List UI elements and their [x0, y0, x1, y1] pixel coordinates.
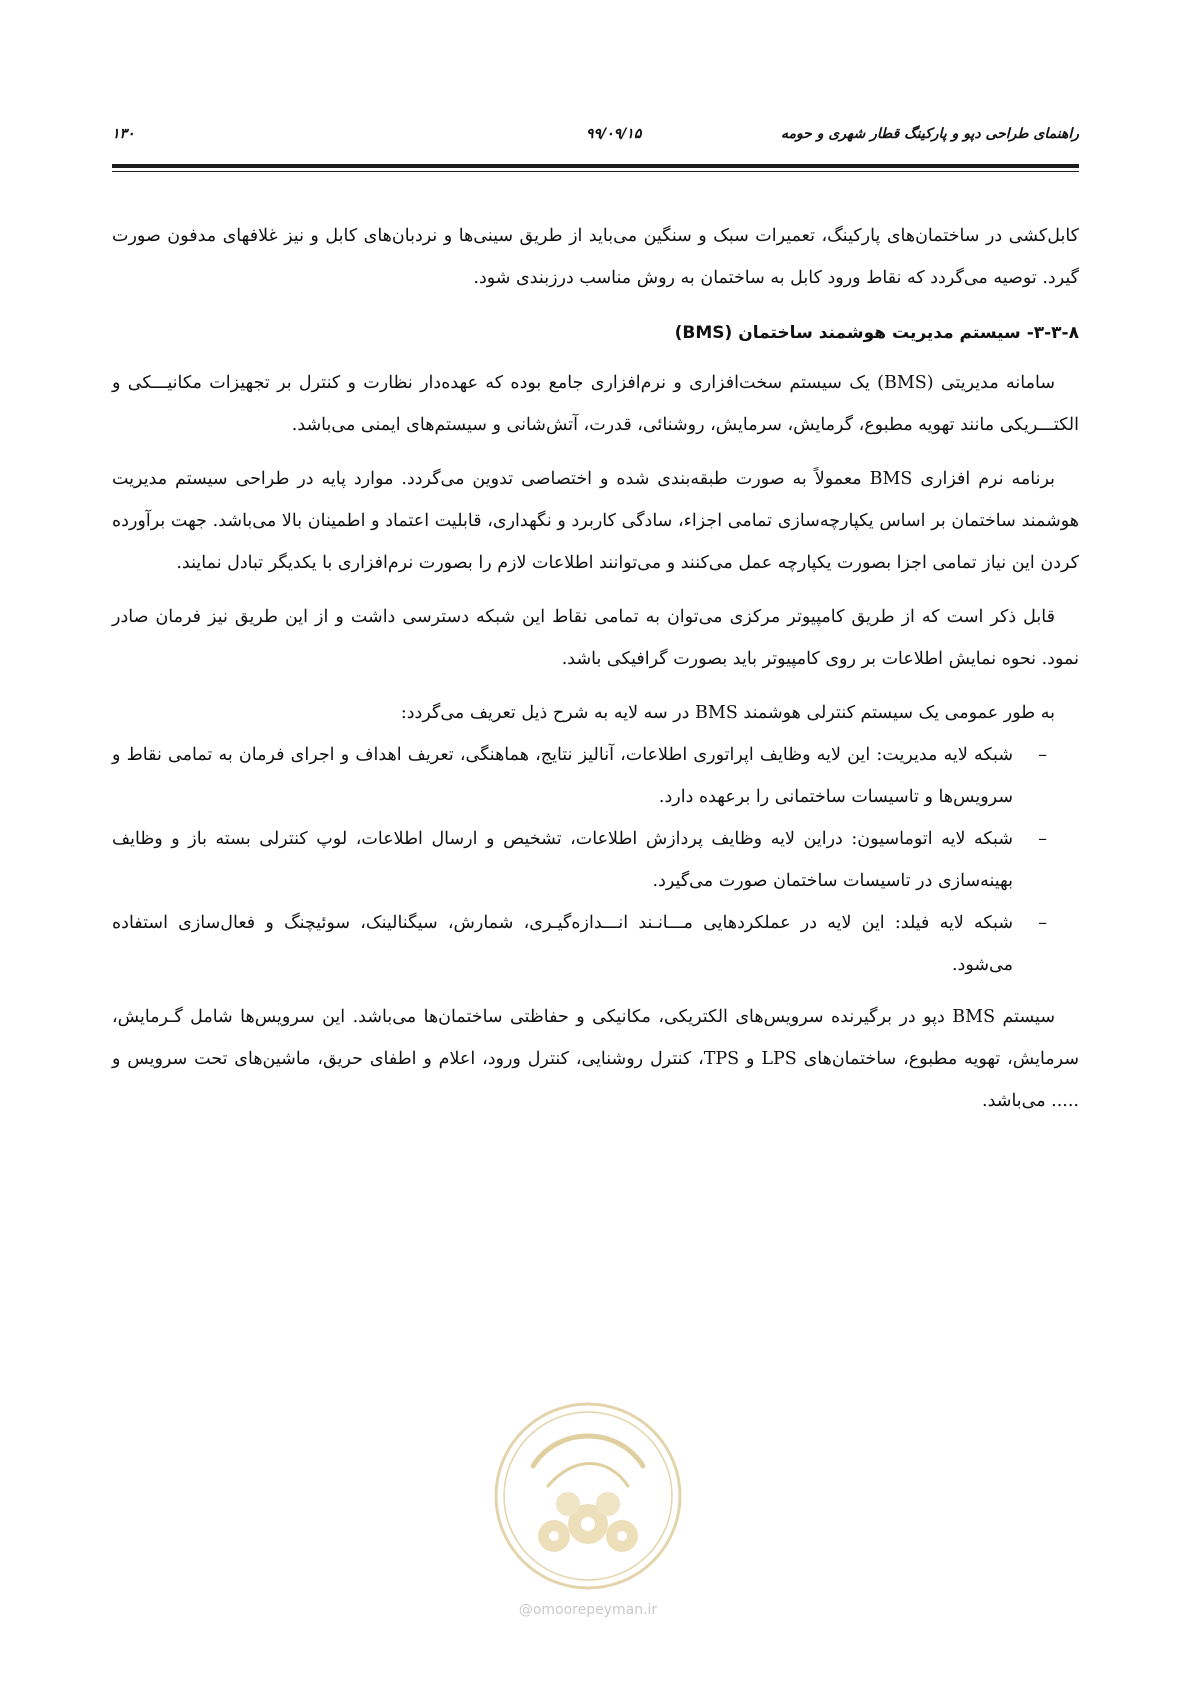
watermark-url: @omoorepeyman.ir	[518, 1602, 658, 1618]
bullet-dash: –	[1038, 829, 1047, 850]
paragraph-bms-definition: سامانه مدیریتی (BMS) یک سیستم سخت‌افزاری و نرم‌افزاری جامع بوده که عهده‌دار نظارت و کنترل بر تجهیزات مکانیـــکی و الکتـــریکی مانند تهویه مطبوع، گرمایش، سرمایش، روشنائی، قدرت، آتش‌شانی و سیستم‌های ایمنی می‌باشد.	[112, 373, 1079, 436]
list-item	[112, 734, 1047, 818]
list-item-text: شبکه لایه اتوماسیون: دراین لایه وظایف پردازش اطلاعات، تشخیص و ارسال اطلاعات، لوپ کنترلی بسته باز و وظایف بهینه‌سازی در تاسیسات ساختمان صورت می‌گیرد.	[112, 829, 1013, 892]
section-heading: ۳-۳-۸- سیستم مدیریت هوشمند ساختمان (BMS)	[674, 323, 1079, 343]
header-rule-thin	[112, 171, 1079, 172]
list-item	[112, 902, 1047, 986]
bullet-dash: –	[1038, 745, 1047, 766]
list-item-text: شبکه لایه فیلد: این لایه در عملکردهایی مـــانـند انـــدازه‌گیـری، شمارش، سیگنالینک، سوئیچنگ و فعال‌سازی استفاده می‌شود.	[112, 913, 1013, 976]
layer-list	[112, 734, 1079, 986]
watermark-logo	[488, 1396, 688, 1596]
page-body	[112, 215, 1079, 1134]
page-number: ۱۳۰	[112, 126, 135, 142]
paragraph-bms-software: برنامه نرم افزاری BMS معمولاً به صورت طبقه‌بندی شده و اختصاصی تدوین می‌گردد. موارد پایه در طراحی سیستم مدیریت هوشمند ساختمان بر اساس یکپارچه‌سازی تمامی اجزاء، سادگی کاربرد و نگهداری، قابلیت اعتماد و اطمینان بالا می‌باشد. جهت برآورده کردن این نیاز تمامی اجزا بصورت یکپارچه عمل می‌کنند و می‌توانند اطلاعات لازم را بصورت نرم‌افزاری با یکدیگر تبادل نمایند.	[112, 469, 1079, 574]
paragraph-depot-services: سیستم BMS دپو در برگیرنده سرویس‌های الکتریکی، مکانیکی و حفاظتی ساختمان‌ها می‌باشد. این سرویس‌ها شامل گـرمایش، سرمایش، تهویه مطبوع، ساختمان‌های LPS و TPS، کنترل روشنایی، کنترل ورود، اعلام و اطفای حریق، ماشین‌های تحت سرویس و ..... می‌باشد.	[112, 1007, 1079, 1112]
header-rule-thick	[112, 164, 1079, 168]
paragraph-layers-intro: به طور عمومی یک سیستم کنترلی هوشمند BMS در سه لایه به شرح ذیل تعریف می‌گردد:	[400, 703, 1055, 724]
list-item	[112, 818, 1047, 902]
page-header	[112, 126, 1079, 154]
seal-icon	[488, 1396, 688, 1596]
document-date: ۹۹/۰۹/۱۵	[586, 126, 642, 142]
list-item-text: شبکه لایه مدیریت: این لایه وظایف اپراتوری اطلاعات، آنالیز نتایج، هماهنگی، تعریف اهداف و اجرای فرمان به تمامی نقاط و سرویس‌ها و تاسیسات ساختمانی را برعهده دارد.	[112, 745, 1013, 808]
bullet-dash: –	[1038, 913, 1047, 934]
paragraph-cabling: کابل‌کشی در ساختمان‌های پارکینگ، تعمیرات سبک و سنگین می‌باید از طریق سینی‌ها و نردبان‌های کابل و نیز غلافهای مدفون صورت گیرد. توصیه می‌گردد که نقاط ورود کابل به ساختمان به روش مناسب درزبندی شود.	[112, 226, 1079, 288]
document-title: راهنمای طراحی دپو و پارکینگ قطار شهری و حومه	[780, 126, 1079, 142]
paragraph-central-computer: قابل ذکر است که از طریق کامپیوتر مرکزی می‌توان به تمامی نقاط این شبکه دسترسی داشت و از این طریق نیز فرمان صادر نمود. نحوه نمایش اطلاعات بر روی کامپیوتر باید بصورت گرافیکی باشد.	[112, 607, 1079, 670]
